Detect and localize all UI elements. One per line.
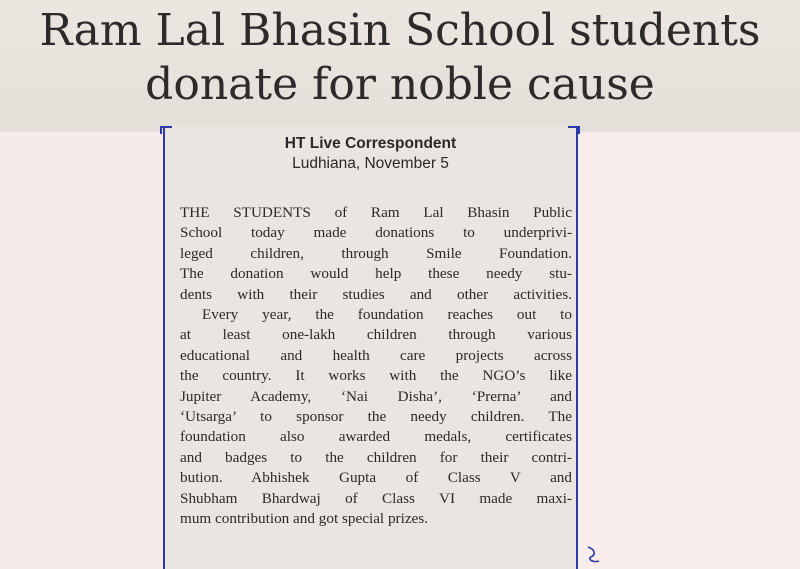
text-line: educational and health care projects across	[180, 346, 572, 364]
text-line: the country. It works with the NGO’s like	[180, 367, 572, 385]
article-headline	[0, 4, 800, 112]
text-line: mum contribution and got special prizes.	[180, 510, 429, 528]
corner-mark-top-right	[568, 126, 580, 134]
text-line: Every year, the foundation reaches out to	[202, 306, 572, 324]
text-line: Shubham Bhardwaj of Class VI made maxi-	[180, 489, 572, 507]
text-line: foundation also awarded medals, certificates	[180, 428, 572, 446]
text-line: and badges to the children for their contri-	[180, 448, 572, 466]
left-margin	[0, 132, 163, 569]
headline-line-2: donate for noble cause	[145, 59, 655, 110]
text-line: School today made donations to underprivi-	[180, 224, 572, 242]
text-line: dents with their studies and other activities.	[180, 285, 572, 303]
author: HT Live Correspondent	[284, 135, 457, 152]
text-line: bution. Abhishek Gupta of Class V and	[180, 469, 572, 487]
headline-line-1: Ram Lal Bhasin School students	[39, 5, 761, 56]
text-line: The donation would help these needy stu-	[180, 265, 572, 283]
article-body	[180, 203, 572, 530]
text-line: ‘Utsarga’ to sponsor the needy children. The	[180, 408, 572, 426]
paragraph-1	[180, 203, 572, 305]
byline	[163, 134, 578, 174]
text-line: leged children, through Smile Foundation.	[180, 244, 572, 262]
right-margin	[580, 132, 800, 569]
dateline: Ludhiana, November 5	[292, 155, 449, 172]
pen-scribble	[585, 545, 605, 565]
paragraph-2	[180, 305, 572, 529]
corner-mark-top-left	[160, 126, 172, 134]
text-line: Jupiter Academy, ‘Nai Disha’, ‘Prerna’ and	[180, 387, 572, 405]
text-line: at least one-lakh children through various	[180, 326, 572, 344]
text-line: THE STUDENTS of Ram Lal Bhasin Public	[180, 204, 572, 221]
